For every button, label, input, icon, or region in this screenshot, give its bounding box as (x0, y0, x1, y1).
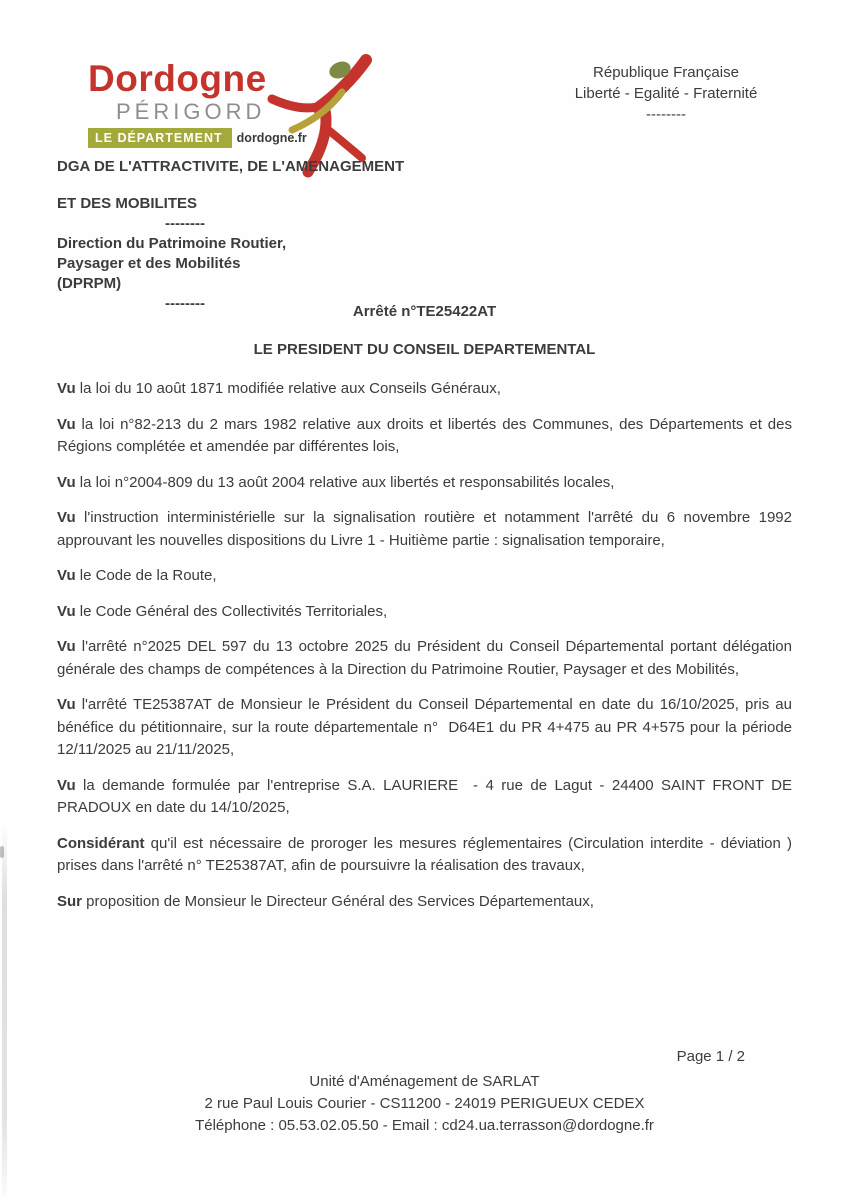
republique-separator: -------- (646, 106, 686, 123)
paragraph-lead: Vu (57, 696, 76, 713)
paragraph-text: proposition de Monsieur le Directeur Général des Services Départementaux, (82, 892, 594, 910)
paragraph-text: qu'il est nécessaire de proroger les mesures réglementaires (Circulation interdite - déviation ) prises dans l'arrêté n° TE25387AT, afin de poursuivre la réalisation des travaux, (57, 834, 797, 874)
paragraph-lead: Vu (57, 509, 76, 526)
republique-block (541, 62, 791, 125)
logo-banner: LE DÉPARTEMENT (88, 128, 232, 148)
paragraph-text: la loi n°2004-809 du 13 août 2004 relative aux libertés et responsabilités locales, (75, 473, 615, 491)
footer-street: 2 rue Paul Louis Courier - CS11200 - 24019 PERIGUEUX CEDEX (204, 1095, 645, 1112)
document-subtitle: LE PRESIDENT DU CONSEIL DEPARTEMENTAL (253, 341, 596, 358)
paragraph-vu-3 (57, 472, 792, 495)
document-body (57, 378, 797, 926)
paragraph-vu-5 (57, 565, 792, 588)
paragraph-text: la demande formulée par l'entreprise S.A. LAURIERE - 4 rue de Lagut - 24400 SAINT FRONT DE PRADOUX en date du 14/10/2025, (57, 776, 797, 816)
scan-artifact-mark (0, 846, 4, 858)
paragraph-sur (57, 891, 792, 914)
paragraph-text: le Code de la Route, (75, 567, 217, 584)
logo-website: dordogne.fr (236, 131, 307, 145)
service-line-paysager: Paysager et des Mobilités (57, 255, 241, 272)
paragraph-text: l'arrêté TE25387AT de Monsieur le Président du Conseil Départemental en date du 16/10/2025, pris au bénéfice du pétitionnaire, sur la route départementale n° D64E1 du PR 4+475 au PR 4+575 pour la période 12/11/2025 au 21/11/2025, (57, 696, 797, 758)
service-separator-1: -------- (165, 215, 205, 232)
paragraph-vu-1 (57, 378, 792, 401)
paragraph-lead: Sur (57, 892, 83, 910)
paragraph-lead: Considérant (57, 834, 145, 852)
footer-address (0, 1071, 849, 1137)
republique-line1: République Française (593, 64, 739, 81)
footer-unit: Unité d'Aménagement de SARLAT (309, 1073, 540, 1090)
paragraph-lead: Vu (57, 602, 76, 620)
service-line-mobilites: ET DES MOBILITES (57, 195, 198, 212)
paragraph-text: le Code Général des Collectivités Territoriales, (75, 602, 388, 620)
service-line-dprpm: (DPRPM) (57, 275, 122, 292)
paragraph-text: la loi du 10 août 1871 modifiée relative aux Conseils Généraux, (75, 380, 501, 397)
scan-artifact-streak (2, 825, 7, 1195)
paragraph-considerant (57, 833, 797, 878)
paragraph-lead: Vu (57, 638, 76, 655)
service-line-dga: DGA DE L'ATTRACTIVITE, DE L'AMENAGEMENT (57, 158, 405, 175)
paragraph-vu-2 (57, 414, 797, 459)
paragraph-vu-6 (57, 601, 792, 624)
page-number: Page 1 / 2 (676, 1048, 745, 1065)
service-block (57, 157, 437, 314)
service-separator-2: -------- (165, 295, 205, 312)
paragraph-vu-9 (57, 775, 797, 820)
paragraph-lead: Vu (57, 415, 76, 433)
republique-line2: Liberté - Egalité - Fraternité (574, 85, 758, 102)
paragraph-text: la loi n°82-213 du 2 mars 1982 relative aux droits et libertés des Communes, des Départements et des Régions complétée et amendée par différentes lois, (57, 415, 797, 455)
paragraph-lead: Vu (57, 473, 76, 491)
paragraph-vu-7 (57, 636, 797, 681)
footer-contact: Téléphone : 05.53.02.05.50 - Email : cd24.ua.terrasson@dordogne.fr (195, 1117, 654, 1134)
paragraph-lead: Vu (57, 776, 76, 794)
paragraph-text: l'arrêté n°2025 DEL 597 du 13 octobre 2025 du Président du Conseil Départemental portant délégation générale des champs de compétences à la Direction du Patrimoine Routier, Paysager et des Mobilités, (57, 638, 797, 678)
paragraph-text: l'instruction interministérielle sur la signalisation routière et notamment l'arrêté du 6 novembre 1992 approuvant les nouvelles dispositions du Livre 1 - Huitième partie : signalisation temporaire, (57, 509, 797, 549)
dordogne-logo (88, 60, 308, 148)
logo-subname: PÉRIGORD (116, 99, 266, 124)
paragraph-lead: Vu (57, 567, 76, 584)
logo-name: Dordogne (88, 58, 267, 99)
paragraph-vu-4 (57, 507, 797, 552)
paragraph-lead: Vu (57, 380, 76, 397)
document-title: Arrêté n°TE25422AT (352, 303, 497, 320)
paragraph-vu-8 (57, 694, 797, 762)
service-line-direction: Direction du Patrimoine Routier, (57, 235, 287, 252)
